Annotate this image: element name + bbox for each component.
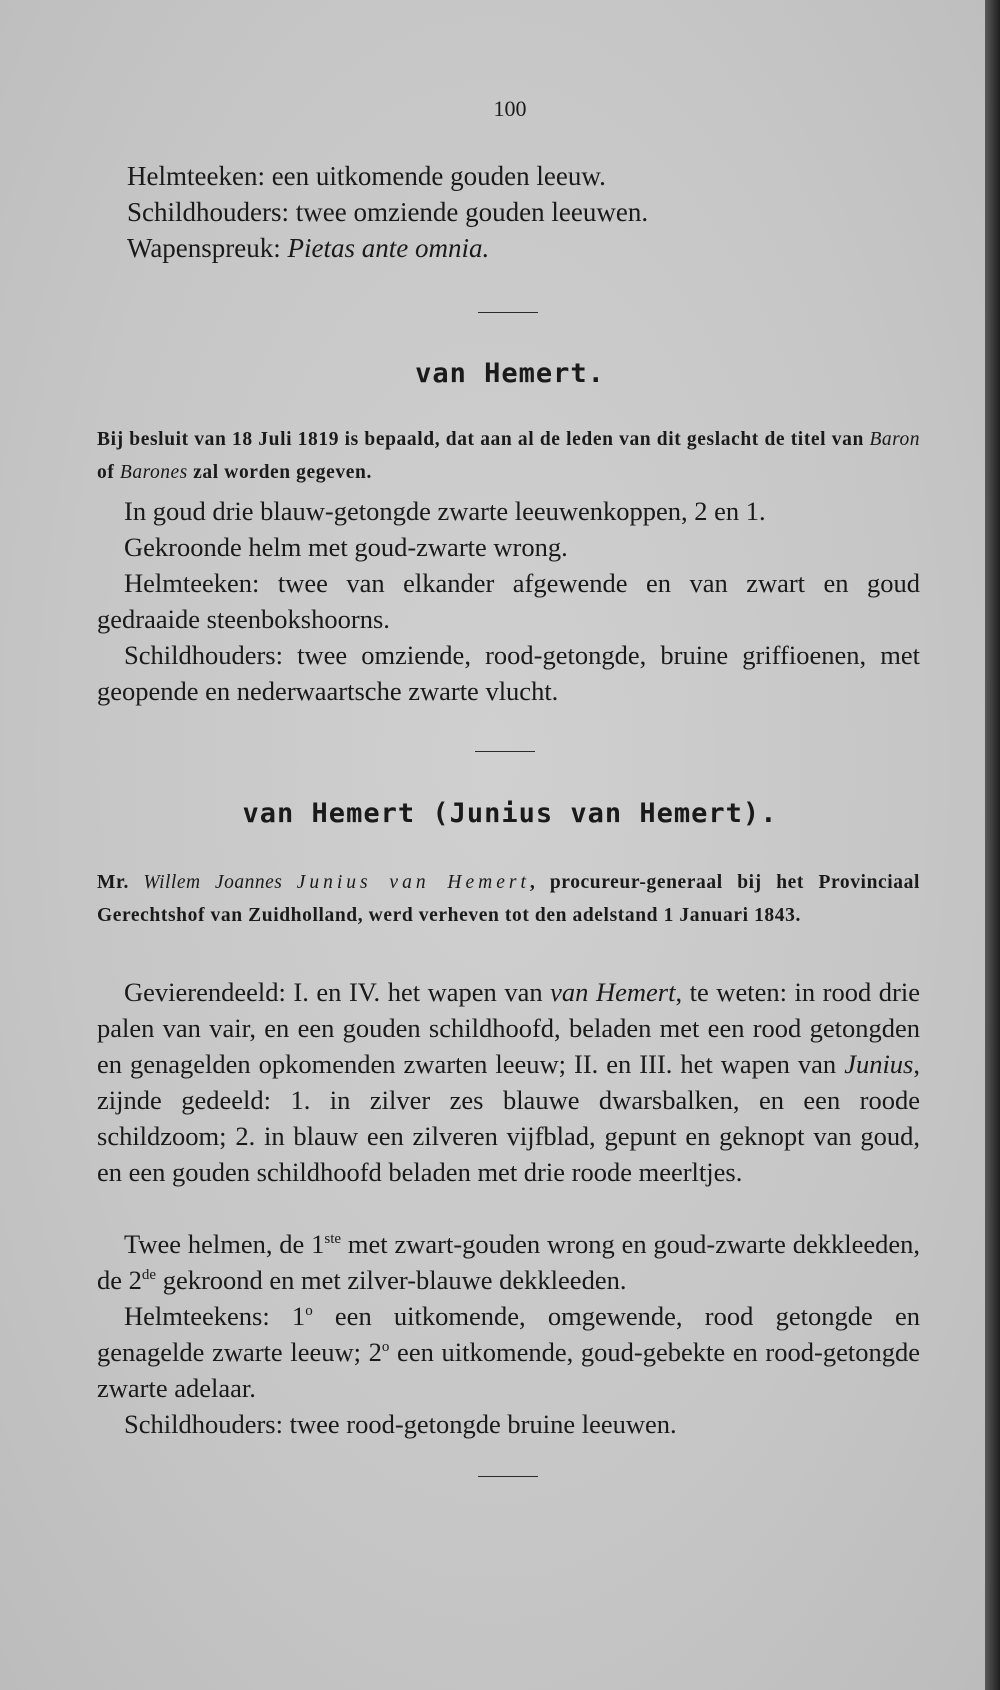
section2-helmteekens: Helmteekens: 1$^o$ een uitkomende, omgewende, rood getongde en genagelde zwarte leeuw; 2$^o$ een uitkomende, goud-gebekte en rood-getongde zwarte adelaar.: [97, 1301, 920, 1403]
section1-intro: Bij besluit van 18 Juli 1819 is bepaald, dat aan al de leden van dit geslacht de titel van Baron of Barones zal worden gegeven.: [97, 429, 920, 483]
section1-arms-description: In goud drie blauw-getongde zwarte leeuwenkoppen, 2 en 1.: [124, 496, 766, 526]
helmteeken-line: Helmteeken: een uitkomende gouden leeuw.: [127, 161, 606, 191]
page-edge-shadow: [985, 0, 1000, 1690]
baron-title: Baron: [869, 429, 920, 450]
section2-intro: Mr. Willem Joannes Junius van Hemert, procureur-generaal bij het Provinciaal Gerechtshof van Zuidholland, werd verheven tot den adelstand 1 Januari 1843.: [97, 872, 921, 926]
section-divider-2: [475, 751, 535, 752]
barones-title: Barones: [119, 462, 188, 483]
section-divider-1: [478, 312, 538, 313]
section2-schildhouders: Schildhouders: twee rood-getongde bruine leeuwen.: [124, 1409, 677, 1439]
wapenspreuk-line: [127, 230, 489, 266]
section-heading-van-hemert: van Hemert.: [415, 358, 605, 389]
section-heading-junius-van-hemert: van Hemert (Junius van Hemert).: [242, 798, 778, 829]
page-number: 100: [493, 96, 527, 121]
wapenspreuk-label: Wapenspreuk:: [127, 233, 288, 263]
person-name-1: Willem Joannes: [143, 872, 297, 893]
schildhouders-line: Schildhouders: twee omziende gouden leeuwen.: [127, 197, 649, 227]
section1-helmteeken: Helmteeken: twee van elkander afgewende en van zwart en goud gedraaide steenbokshoorns.: [97, 568, 920, 634]
person-name-2: Junius van Hemert: [296, 872, 530, 893]
section1-schildhouders: Schildhouders: twee omziende, rood-getongde, bruine griffioenen, met geopende en nederwaartsche zwarte vlucht.: [97, 640, 920, 706]
section2-gevierendeeld: Gevierendeeld: I. en IV. het wapen van van Hemert, te weten: in rood drie palen van vair, en een gouden schildhoofd, beladen met een rood getongden en genagelden opkomenden zwarten leeuw; II. en III. het wapen van Junius, zijnde gedeeld: 1. in zilver zes blauwe dwarsbalken, en een roode schildzoom; 2. in blauw een zilveren vijfblad, gepunt en geknopt van goud, en een gouden schildhoofd beladen met drie roode meerltjes.: [97, 977, 920, 1187]
section-divider-3: [478, 1476, 538, 1477]
section2-helmen: Twee helmen, de 1ste met zwart-gouden wrong en goud-zwarte dekkleeden, de 2de gekroond en met zilver-blauwe dekkleeden.: [97, 1229, 920, 1295]
wapenspreuk-motto: Pietas ante omnia.: [287, 233, 490, 263]
section1-helm: Gekroonde helm met goud-zwarte wrong.: [124, 532, 568, 562]
